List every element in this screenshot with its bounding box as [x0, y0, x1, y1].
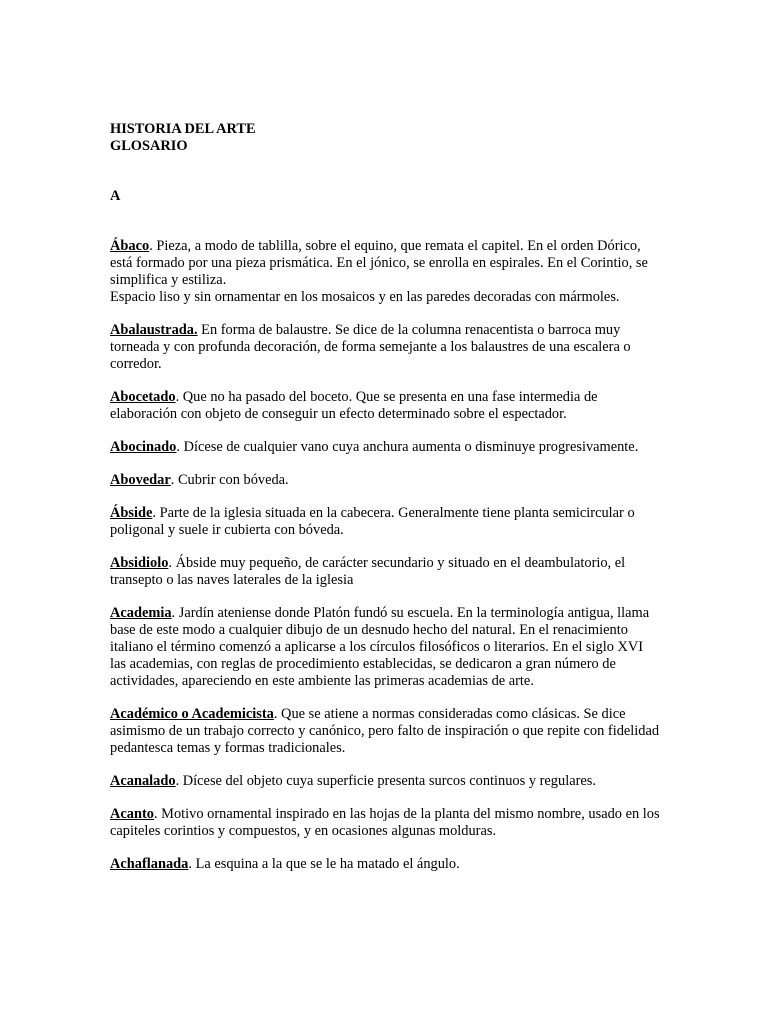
glossary-term: Absidiolo [110, 555, 169, 571]
glossary-definition: . Parte de la iglesia situada en la cabecera. Generalmente tiene planta semicircular o poligonal y suele ir cubierta con bóveda. [110, 505, 635, 538]
glossary-term: Abovedar [110, 472, 171, 488]
glossary-term: Achaflanada [110, 856, 189, 872]
glossary-definition: En forma de balaustre. Se dice de la columna renacentista o barroca muy torneada y con profunda decoración, de forma semejante a los balaustres de una escalera o corredor. [110, 322, 631, 372]
glossary-term: Académico o Academicista [110, 706, 274, 722]
glossary-term: Ábside [110, 505, 153, 521]
glossary-definition: . Que se atiene a normas consideradas como clásicas. Se dice asimismo de un trabajo correcto y canónico, pero falto de inspiración o que repite con fidelidad pedantesca temas y formas tradicionales. [110, 706, 660, 756]
document-subtitle: GLOSARIO [110, 138, 188, 154]
glossary-term: Acanto [110, 806, 154, 822]
glossary-entry-abovedar [110, 472, 660, 489]
glossary-term: Acanalado [110, 773, 176, 789]
glossary-definition: . Cubrir con bóveda. [170, 472, 289, 488]
glossary-definition: . Motivo ornamental inspirado en las hojas de la planta del mismo nombre, usado en los capiteles corintios y compuestos, y en ocasiones algunas molduras. [110, 806, 660, 839]
glossary-entry-academia [110, 605, 660, 690]
document-page [110, 121, 660, 889]
glossary-entry-abalaustrada [110, 322, 660, 373]
glossary-definition: . Dícese del objeto cuya superficie presenta surcos continuos y regulares. [175, 773, 596, 789]
glossary-entry-acanalado [110, 773, 660, 790]
section-letter-heading: A [110, 188, 121, 204]
glossary-definition-extra: Espacio liso y sin ornamentar en los mosaicos y en las paredes decoradas con mármoles. [110, 289, 620, 305]
glossary-entry-absidiolo [110, 555, 660, 589]
document-title: HISTORIA DEL ARTE [110, 121, 256, 137]
glossary-term: Abocetado [110, 389, 176, 405]
glossary-definition: . Dícese de cualquier vano cuya anchura aumenta o disminuye progresivamente. [176, 439, 639, 455]
glossary-entry-abside [110, 505, 660, 539]
glossary-entry-acanto [110, 806, 660, 840]
glossary-term: Ábaco [110, 238, 150, 254]
glossary-entry-abocinado [110, 439, 660, 456]
glossary-entry-abaco [110, 238, 660, 306]
glossary-entry-academico [110, 706, 660, 757]
glossary-definition: . Que no ha pasado del boceto. Que se presenta en una fase intermedia de elaboración con objeto de conseguir un efecto determinado sobre el espectador. [110, 389, 598, 422]
glossary-entry-abocetado [110, 389, 660, 423]
glossary-definition: . Jardín ateniense donde Platón fundó su escuela. En la terminología antigua, llama base de este modo a cualquier dibujo de un desnudo hecho del natural. En el renacimiento italiano el término comenzó a aplicarse a los círculos filosóficos o literarios. En el siglo XVI las academias, con reglas de procedimiento establecidas, se dedicaron a gran número de actividades, apareciendo en este ambiente las primeras academias de arte. [110, 605, 650, 689]
glossary-definition: . Pieza, a modo de tablilla, sobre el equino, que remata el capitel. En el orden Dórico, está formado por una pieza prismática. En el jónico, se enrolla en espirales. En el Corintio, se simplifica y estiliza. [110, 238, 648, 288]
glossary-entries [110, 238, 660, 873]
glossary-term: Academia [110, 605, 172, 621]
glossary-term: Abocinado [110, 439, 177, 455]
glossary-entry-achaflanada [110, 856, 660, 873]
glossary-definition: . La esquina a la que se le ha matado el ángulo. [188, 856, 460, 872]
glossary-term: Abalaustrada. [110, 322, 198, 338]
glossary-definition: . Ábside muy pequeño, de carácter secundario y situado en el deambulatorio, el transepto o las naves laterales de la iglesia [110, 555, 626, 588]
document-header [110, 121, 660, 155]
